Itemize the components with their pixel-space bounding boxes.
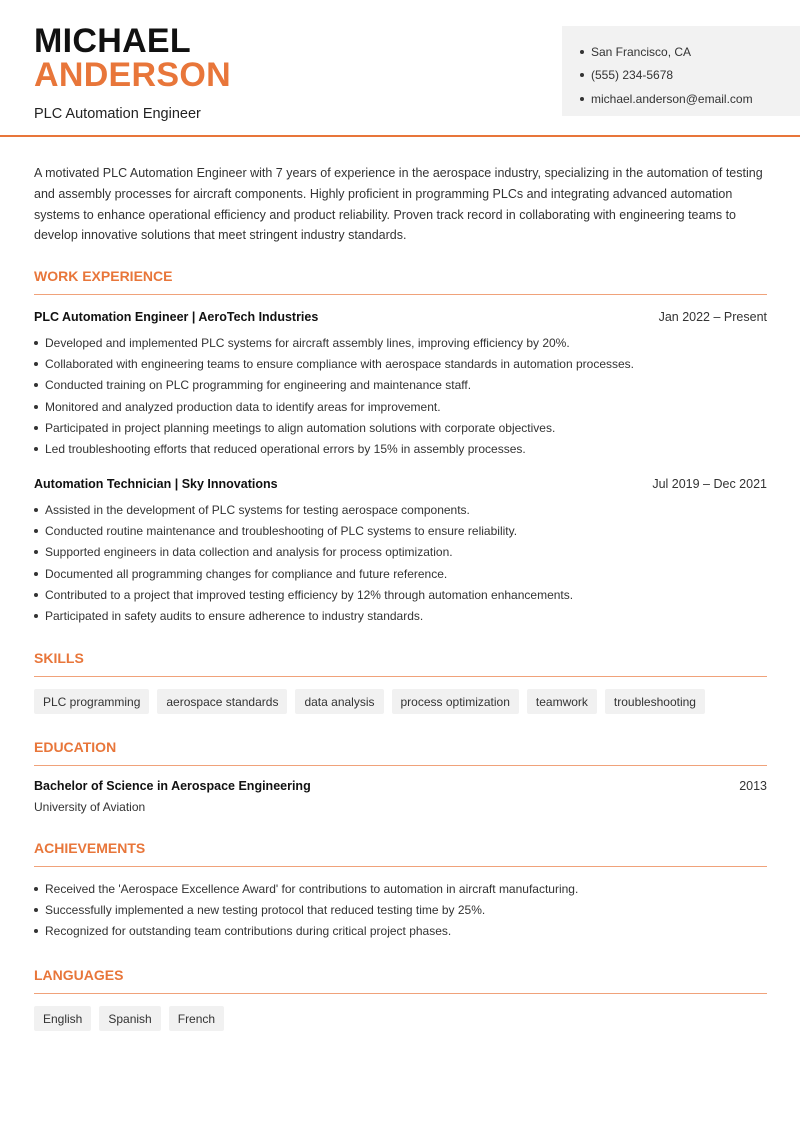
bullet-icon bbox=[34, 550, 38, 554]
bullet-icon bbox=[34, 929, 38, 933]
language-tag: English bbox=[34, 1006, 91, 1031]
list-item-text: Participated in safety audits to ensure adherence to industry standards. bbox=[45, 609, 424, 624]
list-item bbox=[34, 520, 767, 541]
education-degree: Bachelor of Science in Aerospace Engineering bbox=[34, 779, 311, 793]
bullet-icon bbox=[580, 73, 584, 77]
list-item-text: Supported engineers in data collection and analysis for process optimization. bbox=[45, 545, 453, 560]
education-year: 2013 bbox=[739, 779, 767, 793]
bullet-icon bbox=[34, 887, 38, 891]
summary-paragraph: A motivated PLC Automation Engineer with 7 years of experience in the aerospace industry, specializing in the automation of testing and assembly processes for aircraft components. Highly proficient in programming PLCs and integrating advanced automation systems to enhance operational efficiency and product reliability. Proven track record in collaborating with engineering teams to develop innovative solutions that meet stringent industry standards. bbox=[34, 166, 763, 243]
list-item bbox=[34, 605, 767, 626]
skill-tag: teamwork bbox=[527, 689, 597, 714]
resume-header bbox=[0, 0, 800, 137]
job-bullets bbox=[34, 499, 767, 627]
section-title-education: EDUCATION bbox=[34, 739, 767, 766]
section-title-work: WORK EXPERIENCE bbox=[34, 268, 767, 295]
list-item-text: Received the 'Aerospace Excellence Award' for contributions to automation in aircraft manufacturing. bbox=[45, 881, 579, 896]
section-title-achievements: ACHIEVEMENTS bbox=[34, 840, 767, 867]
skill-tag: troubleshooting bbox=[605, 689, 705, 714]
bullet-icon bbox=[34, 572, 38, 576]
list-item-text: Participated in project planning meetings to align automation solutions with corporate objectives. bbox=[45, 420, 556, 435]
bullet-icon bbox=[34, 362, 38, 366]
skill-tag: process optimization bbox=[392, 689, 519, 714]
list-item-text: Monitored and analyzed production data to identify areas for improvement. bbox=[45, 399, 441, 414]
language-tag: French bbox=[169, 1006, 224, 1031]
job-title: PLC Automation Engineer bbox=[34, 106, 201, 122]
bullet-icon bbox=[34, 614, 38, 618]
list-item-text: Contributed to a project that improved testing efficiency by 12% through automation enhancements. bbox=[45, 587, 574, 602]
list-item bbox=[34, 396, 767, 417]
bullet-icon bbox=[580, 97, 584, 101]
job-header bbox=[34, 310, 767, 324]
education-school: University of Aviation bbox=[34, 800, 146, 814]
list-item bbox=[34, 417, 767, 438]
job-header bbox=[34, 477, 767, 491]
job-dates: Jul 2019 – Dec 2021 bbox=[652, 477, 767, 491]
job-role: PLC Automation Engineer | AeroTech Industries bbox=[34, 310, 319, 324]
bullet-icon bbox=[34, 593, 38, 597]
bullet-icon bbox=[34, 383, 38, 387]
education-row bbox=[34, 779, 767, 793]
list-item-text: Assisted in the development of PLC systems for testing aerospace components. bbox=[45, 502, 470, 517]
email-text: michael.anderson@email.com bbox=[591, 91, 753, 106]
list-item bbox=[34, 899, 767, 920]
list-item-text: Collaborated with engineering teams to ensure compliance with aerospace standards in automation processes. bbox=[45, 356, 635, 371]
bullet-icon bbox=[34, 447, 38, 451]
list-item-text: Documented all programming changes for compliance and future reference. bbox=[45, 566, 448, 581]
location-text: San Francisco, CA bbox=[591, 44, 692, 59]
job-bullets bbox=[34, 332, 767, 460]
job-dates: Jan 2022 – Present bbox=[658, 310, 767, 324]
list-item bbox=[34, 584, 767, 605]
bullet-icon bbox=[34, 508, 38, 512]
bullet-icon bbox=[34, 908, 38, 912]
first-name: MICHAEL bbox=[34, 22, 191, 60]
contact-phone bbox=[580, 64, 800, 88]
section-title-skills: SKILLS bbox=[34, 650, 767, 677]
skills-tags bbox=[34, 689, 705, 714]
list-item-text: Conducted routine maintenance and troubleshooting of PLC systems to ensure reliability. bbox=[45, 523, 518, 538]
bullet-icon bbox=[34, 529, 38, 533]
list-item bbox=[34, 542, 767, 563]
contact-box bbox=[562, 26, 800, 116]
list-item-text: Successfully implemented a new testing protocol that reduced testing time by 25%. bbox=[45, 902, 486, 917]
skill-tag: PLC programming bbox=[34, 689, 149, 714]
language-tag: Spanish bbox=[99, 1006, 160, 1031]
language-tags bbox=[34, 1006, 224, 1031]
phone-text: (555) 234-5678 bbox=[591, 68, 674, 83]
list-item-text: Developed and implemented PLC systems for aircraft assembly lines, improving efficiency by 20%. bbox=[45, 335, 570, 350]
contact-location bbox=[580, 40, 800, 64]
section-title-languages: LANGUAGES bbox=[34, 967, 767, 994]
list-item-text: Recognized for outstanding team contributions during critical project phases. bbox=[45, 924, 452, 939]
list-item bbox=[34, 375, 767, 396]
name-block bbox=[34, 24, 231, 122]
list-item-text: Led troubleshooting efforts that reduced operational errors by 15% in assembly processes. bbox=[45, 442, 526, 457]
skill-tag: data analysis bbox=[295, 689, 383, 714]
list-item bbox=[34, 499, 767, 520]
list-item bbox=[34, 438, 767, 459]
bullet-icon bbox=[34, 405, 38, 409]
job-role: Automation Technician | Sky Innovations bbox=[34, 477, 278, 491]
contact-email bbox=[580, 87, 800, 111]
list-item bbox=[34, 878, 767, 899]
bullet-icon bbox=[580, 50, 584, 54]
achievement-bullets bbox=[34, 878, 767, 942]
list-item bbox=[34, 332, 767, 353]
skill-tag: aerospace standards bbox=[157, 689, 287, 714]
list-item bbox=[34, 563, 767, 584]
bullet-icon bbox=[34, 341, 38, 345]
bullet-icon bbox=[34, 426, 38, 430]
list-item bbox=[34, 921, 767, 942]
list-item bbox=[34, 353, 767, 374]
list-item-text: Conducted training on PLC programming for engineering and maintenance staff. bbox=[45, 378, 472, 393]
last-name: ANDERSON bbox=[34, 56, 231, 94]
